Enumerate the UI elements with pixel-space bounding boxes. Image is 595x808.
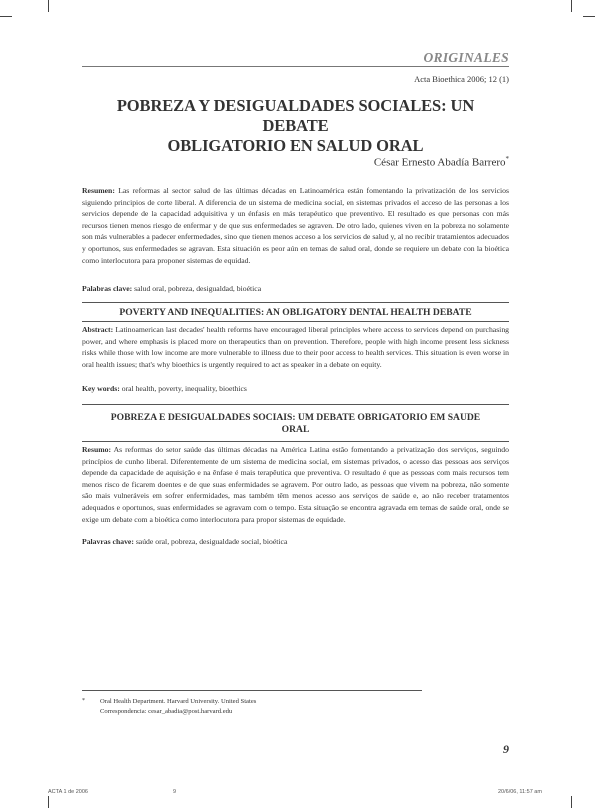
crop-mark (583, 16, 595, 17)
abstract-label: Abstract: (82, 325, 114, 334)
section-rule-top (82, 404, 509, 405)
footnote-rule (82, 690, 422, 691)
journal-citation: Acta Bioethica 2006; 12 (1) (414, 74, 509, 84)
keywords-text: saúde oral, pobreza, desigualdade social, bioética (135, 537, 288, 546)
footnote-correspondence: Correspondencia: cesar_abadia@post.harvard.edu (100, 708, 233, 715)
abstract-text: Las reformas al sector salud de las últimas décadas en Latinoamérica están fomentando la privatización de los servicios siguiendo principios de corte liberal. A diferencia de un sistema de medicina social, en sistemas privados el acceso de las personas a los servicios depende de la capacidad adquisitiva y un énfasis en más terapéutico que preventivo. El resultado es que personas con más recursos tienen menos riesgo de enfermar y de que sus enfermedades se agraven. De otro lado, quienes viven en la pobreza no solamente son más vulnerables a padecer enfermedades, sino que tienen menos acceso a los servicios de salud y, al no recibir tratamientos adecuados y oportunos, sus enfermedades se agravan. Esta situación es peor aún en temas de salud oral, donde se requiere un debate con la bioética como interlocutora para proponer sistemas de equidad. (82, 186, 510, 265)
footnote-mark: * (82, 698, 85, 704)
article-title (82, 96, 509, 156)
section-rule-bottom (82, 441, 509, 442)
crop-mark (571, 0, 572, 12)
author-footnote-mark: * (505, 155, 509, 163)
spanish-keywords (82, 283, 509, 295)
portuguese-heading (82, 412, 509, 436)
abstract-label: Resumo: (82, 445, 112, 454)
crop-mark (0, 16, 12, 17)
crop-mark (48, 796, 49, 808)
slug-page: 9 (173, 789, 177, 795)
author-name: César Ernesto Abadía Barrero (373, 156, 506, 169)
keywords-label: Palavras chave: (82, 537, 134, 546)
section-label: ORIGINALES (423, 50, 509, 65)
page-number: 9 (503, 742, 509, 756)
keywords-text: salud oral, pobreza, desigualdad, bioética (134, 284, 262, 293)
abstract-text: Latinoamerican last decades' health reforms have encouraged liberal principles where access to services depend on purchasing power, and where emphasis is placed more on therapeutics than on prevention. Therefore, people with high income present less sickness risks while those with low income are more vulnerable to illness due to their poor access to health services. This situation is even worse in oral health issues; that's why bioethics is urgently required to act as speaker in a debate on equity. (82, 325, 510, 369)
title-line-1: POBREZA Y DESIGUALDADES SOCIALES: UN DEBATE (116, 96, 475, 135)
abstract-label: Resumen: (82, 186, 115, 195)
heading-line-1: POBREZA E DESIGUALDADES SOCIAIS: UM DEBATE OBRIGATORIO EM SAUDE (110, 412, 481, 423)
title-line-2: OBLIGATORIO EN SALUD ORAL (167, 136, 424, 155)
keywords-text: oral health, poverty, inequality, bioethics (121, 384, 247, 393)
crop-mark (571, 796, 572, 808)
english-abstract (82, 324, 509, 370)
footnote (82, 697, 256, 717)
section-rule-top (82, 302, 509, 303)
heading-line-2: ORAL (281, 424, 310, 435)
english-keywords (82, 383, 509, 395)
keywords-label: Palabras clave: (82, 284, 133, 293)
header-rule (82, 66, 509, 67)
slug-date: 20/6/06, 11:57 am (498, 789, 542, 795)
slug-file: ACTA 1 de 2006 (48, 789, 88, 795)
crop-mark (48, 0, 49, 12)
english-heading: POVERTY AND INEQUALITIES: AN OBLIGATORY DENTAL HEALTH DEBATE (119, 307, 472, 318)
author (374, 155, 509, 169)
keywords-label: Key words: (82, 384, 120, 393)
section-rule-bottom (82, 321, 509, 322)
footnote-affiliation: Oral Health Department. Harvard University. United States (100, 698, 257, 705)
portuguese-keywords (82, 536, 509, 548)
abstract-text: As reformas do setor saúde das últimas décadas na América Latina estão fomentando a privatização dos serviços, seguindo princípios de cunho liberal. Diferentemente de um sistema de medicina social, em sistemas privados, o acesso das pessoas aos serviços depende da capacidade de aquisição e na ênfase é mais terapêutica que preventiva. O resultado é que as pessoas com mais recursos tem menos risco de ficarem doentes e de que suas enfermidades se agravem. Por outro lado, as pessoas que vivem na pobreza, não somente são mais vulneráveis em sofrer enfermidades, mas também têm menos acesso aos serviços de saúde e, ao não receber tratamentos adequados e oportunos, suas enfermidades se agravam com o tempo. Esta situação se encontra agravada em temas de saúde oral, onde se exige um debate com a bioética como interlocutora para propor sistemas de equidade. (82, 445, 509, 524)
spanish-abstract (82, 185, 509, 266)
portuguese-abstract (82, 444, 509, 525)
